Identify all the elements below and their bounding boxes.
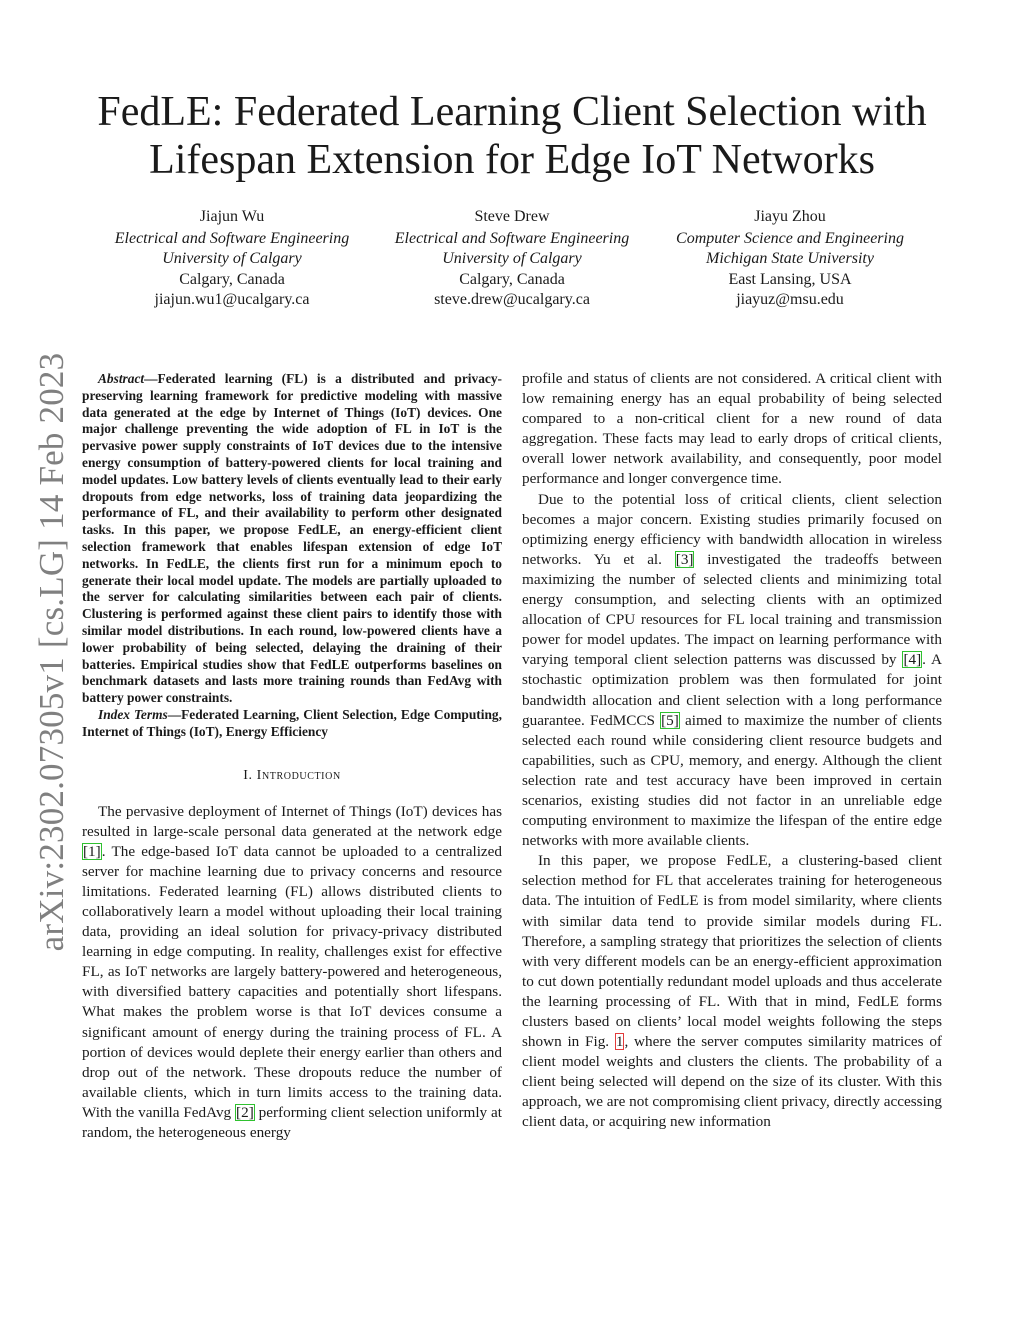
author-department: Electrical and Software Engineering [394, 229, 630, 247]
intro-paragraph-1 [82, 802, 502, 1144]
citation-link[interactable]: [1] [83, 842, 101, 860]
author-email: steve.drew@ucalgary.ca [434, 291, 590, 308]
paper-title-line-1: FedLE: Federated Learning Client Selection with [97, 89, 927, 135]
author-location: Calgary, Canada [459, 270, 565, 288]
author-university: Michigan State University [706, 250, 874, 267]
author-university: University of Calgary [162, 250, 302, 267]
author-block-1 [82, 207, 382, 311]
paper-title [60, 88, 964, 184]
abstract-text: —Federated learning (FL) is a distributed and privacy-preserving learning framework for predictive modeling with massive data generated at the edge by Internet of Things (IoT) devices. One major challenge preventing the wide adoption of FL in IoT is the pervasive power supply constraints of IoT devices due to the intensive energy consumption of battery-powered clients for local training and model updates. Low battery levels of clients eventually lead to their early dropouts from edge networks, loss of training data jeopardizing the performance of FL, and their availability to perform other designated tasks. In this paper, we propose FedLE, an energy-efficient client selection framework that enables lifespan extension of edge IoT networks. In FedLE, the clients first run for a minimum epoch to generate their local model update. The models are partially uploaded to the server for calculating similarities between each pair of clients. Clustering is performed against these client pairs to identify those with similar model distributions. In each round, low-powered clients have a lower probability of being selected, delaying the draining of their batteries. Empirical studies show that FedLE outperforms baselines on benchmark datasets and lasts more training rounds than FedAvg with battery power constraints. [82, 371, 502, 706]
section-heading: I. Introduction [243, 767, 341, 783]
paragraph-text: In this paper, we propose FedLE, a clustering-based client selection method for FL that accelerates training for heterogeneous data. The intuition of FedLE is from model similarity, where clients with similar data tend to provide similar models during FL. Therefore, a sampling strategy that prioritizes the selection of clients with very different models can be an energy-efficient approximation to cut down potentially redundant model uploads and thus accelerate the learning processing of FL. With that in mind, FedLE forms clusters based on clients’ local model weights following the steps shown in Fig. [522, 852, 942, 1051]
author-block-3 [640, 207, 940, 311]
author-email: jiajun.wu1@ucalgary.ca [154, 291, 310, 308]
left-column [82, 371, 502, 1143]
author-location: Calgary, Canada [179, 270, 285, 288]
citation-link[interactable]: [2] [236, 1103, 254, 1121]
intro-paragraph-2 [522, 490, 942, 852]
intro-paragraph-3 [522, 851, 942, 1132]
index-terms [82, 707, 502, 741]
paper-title-line-2: Lifespan Extension for Edge IoT Networks [149, 137, 875, 183]
author-department: Computer Science and Engineering [676, 229, 904, 247]
author-name: Jiayu Zhou [754, 208, 826, 225]
paragraph-text: The pervasive deployment of Internet of Things (IoT) devices has resulted in large-scale personal data generated at the network edge [82, 802, 502, 840]
abstract [82, 371, 502, 707]
author-block-2 [362, 207, 662, 311]
citation-link[interactable]: [3] [675, 550, 694, 568]
paragraph-text: . The edge-based IoT data cannot be uploaded to a centralized server for machine learning due to privacy concerns and resource limitations. Federated learning (FL) allows distributed clients to collaboratively learn a model without uploading their local training data, providing an ideal solution for privacy-privacy distributed learning in edge computing. In reality, challenges exist for effective FL, as IoT networks are largely battery-powered and heterogeneous, with diversified battery capacities and potentially short lifespans. What makes the problem worse is that IoT devices consume a significant amount of energy during the training process of FL. A portion of devices would deplete their energy earlier than others and drop out of the network. These dropouts reduce the number of available clients, which in turn limits access to the training data. With the vanilla FedAvg [82, 842, 502, 1121]
abstract-label: Abstract [98, 371, 145, 386]
author-location: East Lansing, USA [728, 270, 852, 288]
index-terms-text: —Federated Learning, Client Selection, Edge Computing, Internet of Things (IoT), Energy Efficiency [82, 706, 502, 739]
author-name: Steve Drew [474, 208, 550, 225]
figure-reference-link[interactable]: 1 [615, 1033, 624, 1051]
author-department: Electrical and Software Engineering [114, 229, 350, 247]
paragraph-text: , where the server computes similarity matrices of client model weights and clusters the clients. The probability of a client being selected will depend on the size of its cluster. With this approach, we are not compromising client privacy, directly accessing client data, or acquiring new information [522, 1033, 942, 1131]
paragraph-text: performing client selection uniformly at random, the heterogeneous energy [82, 1103, 502, 1142]
index-terms-label: Index Terms [98, 706, 168, 722]
paragraph-text: . A stochastic optimization problem was then formulated for joint bandwidth allocation and client selection with a long performance guarantee. FedMCCS [522, 651, 942, 729]
author-email: jiayuz@msu.edu [736, 291, 844, 308]
paragraph-text: aimed to maximize the number of clients selected each round while considering client resource budgets and capabilities, such as CPU, memory, and energy. Although the client selection rate and test accuracy have been improved in certain scenarios, existing studies did not factor in an unreliable edge computing environment to maximize the lifespan of the entire edge networks with more available clients. [522, 711, 942, 850]
intro-paragraph-continued: profile and status of clients are not considered. A critical client with low remaining energy has an equal probability of being selected compared to a non-critical client for a new round of data aggregation. These facts may lead to early drops of critical clients, overall lower network availability, and consequently, poor model performance and longer convergence time. [522, 370, 942, 488]
paragraph-text: investigated the tradeoffs between maximizing the number of selected clients and minimizing total energy consumption, and selecting clients with an optimized allocation of CPU resources for FL local training and transmission power for model updates. The impact on learning performance with varying temporal client selection patterns was discussed by [522, 550, 942, 669]
paragraph-text: Due to the potential loss of critical clients, client selection becomes a major concern. Existing studies primarily focused on optimizing energy efficiency with bandwidth allocation in wireless networks. Yu et al. [522, 490, 942, 568]
right-column [522, 369, 942, 1133]
citation-link[interactable]: [5] [661, 711, 679, 729]
author-name: Jiajun Wu [199, 208, 265, 225]
author-university: University of Calgary [442, 250, 582, 267]
arxiv-identifier-stamp: arXiv:2302.07305v1 [cs.LG] 14 Feb 2023 [32, 352, 71, 952]
citation-link[interactable]: [4] [903, 651, 922, 669]
